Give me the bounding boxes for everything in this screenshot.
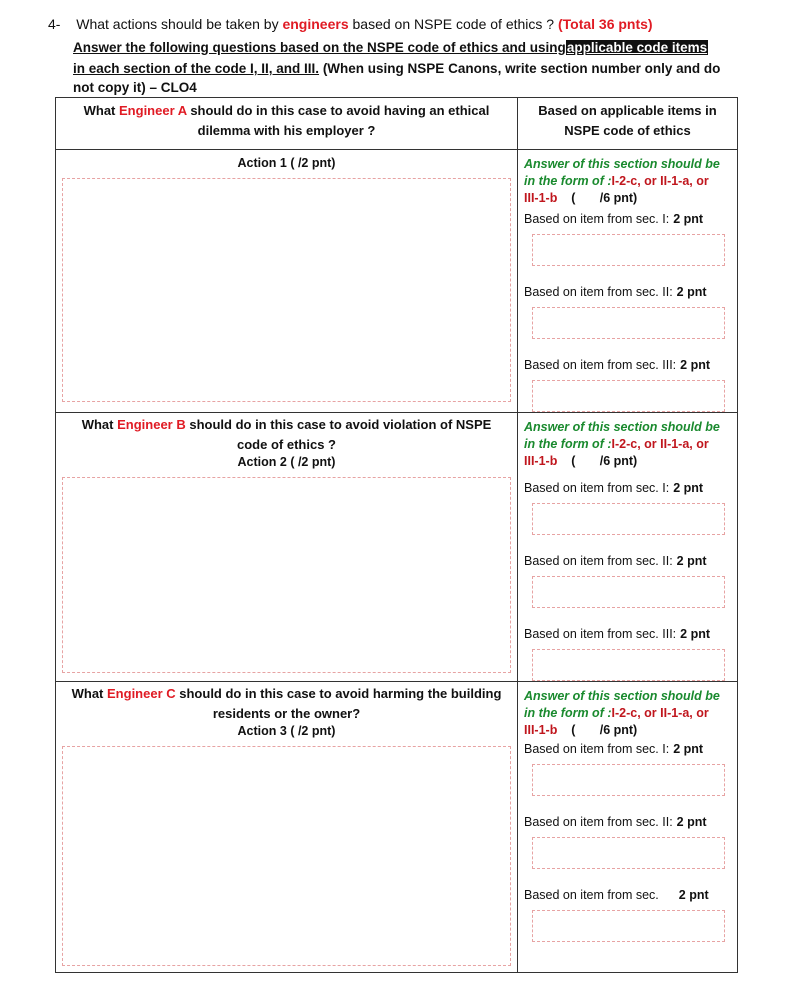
s3-item-1-points: 2 pnt [673,742,704,756]
instruction-text-b: in each section of the code I, II, and III. [73,61,320,76]
section-1-right [518,150,738,413]
question-engineer-c [56,684,517,724]
header-right-b: NSPE code of ethics [564,123,691,138]
hint-1-line2a: in the form of : [524,174,612,188]
s2-item-2-label: Based on item from sec. II: [524,554,673,568]
s2-item-3-label: Based on item from sec. III: [524,627,677,641]
q3-text-b: should do in this case to avoid harming the building [179,686,502,701]
instruction-text-d: not copy it) – CLO4 [73,80,197,95]
q3-engineer-c: Engineer C [107,686,176,701]
hint-2-line2b: I-2-c, or II-1-a, or [611,437,709,451]
header-right-a: Based on applicable items in [538,103,717,118]
hint-2-points: ( /6 pnt) [571,454,638,468]
header-engineer-a: Engineer A [119,103,187,118]
s1-item-3-label: Based on item from sec. III: [524,358,677,372]
section-3-right [518,682,738,973]
header-left-a: What [83,103,116,118]
header-left-b: should do in this case to avoid having an ethical [190,103,490,118]
question-line-3 [73,61,720,76]
hint-2-line3: III-1-b [524,454,558,468]
q3-text-a: What [71,686,104,701]
s3-item-3-field[interactable] [532,910,725,942]
s3-item-2-label: Based on item from sec. II: [524,815,673,829]
hint-3 [524,688,733,739]
hint-3-line3: III-1-b [524,723,558,737]
hint-3-line1: Answer of this section should be [524,689,720,703]
action-3-label: Action 3 ( /2 pnt) [237,724,336,738]
question-total-points: (Total 36 pnts) [557,16,653,32]
q2-text-a: What [81,417,114,432]
s3-item-3-label: Based on item from sec. [524,888,659,902]
s3-item-2-points: 2 pnt [676,815,707,829]
action-1-answer-field[interactable] [62,178,511,402]
section-2-right [518,413,738,682]
question-prompt-emphasis: engineers [282,16,349,32]
hint-2-line2a: in the form of : [524,437,612,451]
s1-item-3-field[interactable] [532,380,725,412]
action-3-answer-field[interactable] [62,746,511,966]
section-1-left [56,150,518,413]
question-prompt-start: What actions should be taken by [76,16,279,32]
question-line-2 [73,40,708,55]
q2-text-b: should do in this case to avoid violation of NSPE [189,417,492,432]
action-1-label: Action 1 ( /2 pnt) [237,156,336,170]
hint-3-points: ( /6 pnt) [571,723,638,737]
instruction-highlight: applicable code items [566,40,708,55]
hint-2-line1: Answer of this section should be [524,420,720,434]
action-2-label: Action 2 ( /2 pnt) [237,455,336,469]
s1-item-1-label: Based on item from sec. I: [524,212,670,226]
header-left [56,98,518,150]
hint-3-line2a: in the form of : [524,706,612,720]
hint-2 [524,419,733,470]
s3-item-1-label: Based on item from sec. I: [524,742,670,756]
s1-item-1-points: 2 pnt [673,212,704,226]
s3-item-1-field[interactable] [532,764,725,796]
s2-item-3-field[interactable] [532,649,725,681]
header-left-c: dilemma with his employer ? [197,123,376,138]
s2-item-1-points: 2 pnt [673,481,704,495]
question-number: 4- [48,16,61,32]
question-engineer-b [56,415,517,455]
hint-3-line2b: I-2-c, or II-1-a, or [611,706,709,720]
instruction-text-a: Answer the following questions based on the NSPE code of ethics and using [73,40,566,55]
header-right [518,98,738,150]
s3-item-2-field[interactable] [532,837,725,869]
hint-1-line3: III-1-b [524,191,558,205]
s3-item-3-points: 2 pnt [678,888,709,902]
s2-item-1-label: Based on item from sec. I: [524,481,670,495]
question-line-4 [73,80,197,95]
q3-text-c: residents or the owner? [212,706,361,721]
hint-1-line2b: I-2-c, or II-1-a, or [611,174,709,188]
s2-item-1-field[interactable] [532,503,725,535]
question-line-1 [48,16,653,32]
s2-item-3-points: 2 pnt [680,627,711,641]
q2-text-c: code of ethics ? [237,437,336,452]
answer-table [55,97,738,973]
s1-item-2-points: 2 pnt [676,285,707,299]
hint-1-line1: Answer of this section should be [524,157,720,171]
instruction-text-c: (When using NSPE Canons, write section number only and do [322,61,721,76]
s1-item-2-label: Based on item from sec. II: [524,285,673,299]
action-2-answer-field[interactable] [62,477,511,673]
s2-item-2-field[interactable] [532,576,725,608]
s1-item-3-points: 2 pnt [680,358,711,372]
q2-engineer-b: Engineer B [117,417,186,432]
section-2-left [56,413,518,682]
hint-1 [524,156,733,207]
s2-item-2-points: 2 pnt [676,554,707,568]
hint-1-points: ( /6 pnt) [571,191,638,205]
s1-item-2-field[interactable] [532,307,725,339]
question-prompt-end: based on NSPE code of ethics ? [352,16,555,32]
section-3-left [56,682,518,973]
s1-item-1-field[interactable] [532,234,725,266]
